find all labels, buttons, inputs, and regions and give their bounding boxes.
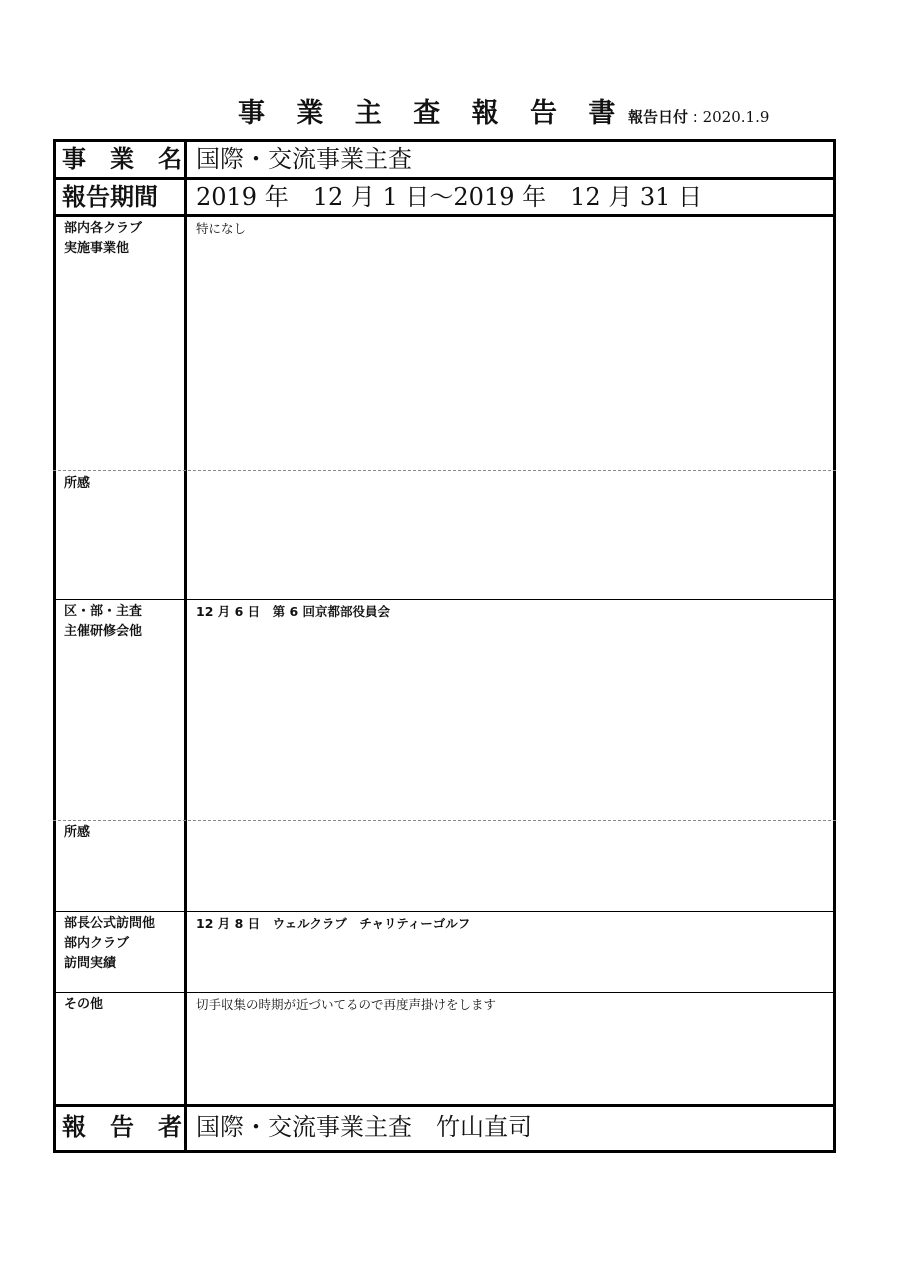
club-events-value: 特になし: [196, 221, 247, 236]
visits-label-line-2: 部内クラブ: [64, 936, 130, 951]
row-divider-5: [53, 820, 836, 821]
club-impressions-label-line-1: 所感: [64, 476, 91, 491]
other-value: 切手収集の時期が近づいてるので再度声掛けをします: [196, 997, 497, 1012]
club-events-label-line-2: 実施事業他: [64, 241, 130, 256]
label-column-divider: [184, 139, 187, 1153]
visits-value: 12 月 8 日 ウェルクラブ チャリティーゴルフ: [196, 916, 471, 931]
training-label-line-1: 区・部・主査: [64, 604, 143, 619]
other-label-line-1: その他: [64, 997, 104, 1012]
report-date-value: 2020.1.9: [702, 108, 770, 126]
report-date-separator: :: [688, 108, 703, 126]
reporter-label: 報 告 者: [62, 1113, 182, 1141]
training-label: [64, 602, 182, 642]
training-impressions-label-line-1: 所感: [64, 825, 91, 840]
reporter-value: 国際・交流事業主査 竹山直司: [196, 1113, 532, 1141]
club-impressions-label: [64, 474, 182, 494]
report-period-label: 報告期間: [62, 183, 158, 211]
other-label: [64, 995, 182, 1015]
club-events-label: [64, 219, 182, 259]
club-events-label-line-1: 部内各クラブ: [64, 221, 143, 236]
project-name-value: 国際・交流事業主査: [196, 145, 412, 173]
visits-label: [64, 914, 182, 974]
row-divider-6: [53, 911, 836, 912]
row-divider-2: [53, 214, 836, 217]
visits-label-line-3: 訪問実績: [64, 956, 117, 971]
training-impressions-label: [64, 823, 182, 843]
row-divider-7: [53, 992, 836, 993]
row-divider-8: [53, 1104, 836, 1107]
report-date-label: 報告日付: [628, 108, 689, 126]
row-divider-4: [53, 599, 836, 600]
report-date: [628, 107, 769, 127]
training-label-line-2: 主催研修会他: [64, 624, 143, 639]
training-value: 12 月 6 日 第 6 回京都部役員会: [196, 604, 391, 619]
visits-label-line-1: 部長公式訪問他: [64, 916, 156, 931]
report-period-value: 2019 年 12 月 1 日～2019 年 12 月 31 日: [196, 183, 703, 211]
row-divider-3: [53, 470, 836, 471]
page-title: 事 業 主 査 報 告 書: [238, 98, 627, 129]
project-name-label: 事 業 名: [62, 145, 182, 173]
